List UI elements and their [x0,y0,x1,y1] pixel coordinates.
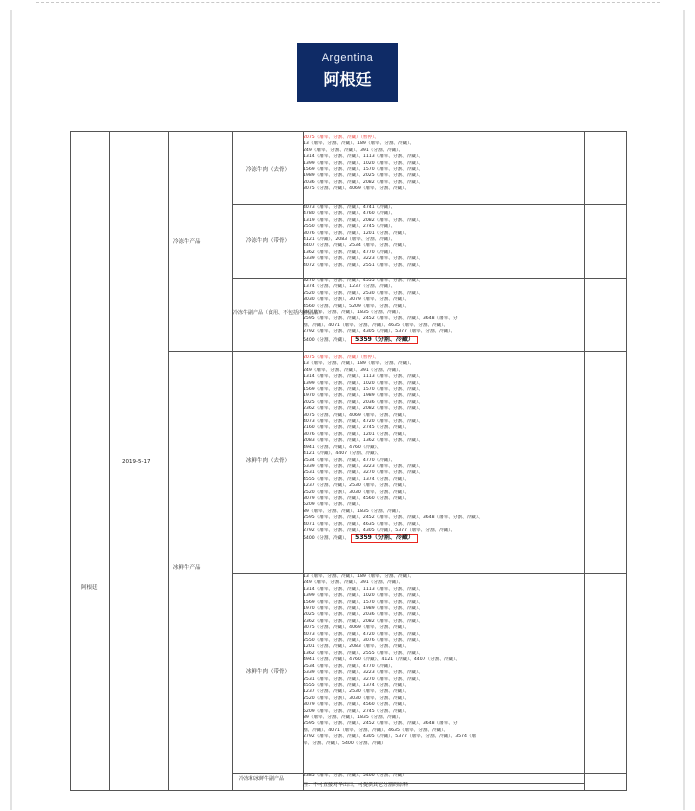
title-en: Argentina [321,52,374,64]
list-item: 2792（屠宰、分割、冷藏）、4305（冷藏）、5377（屠宰、分割、冷藏）、 [303,329,456,335]
list-frozen-offal [303,278,513,344]
category-frozen: 冷冻牛产品 [173,239,201,245]
list-item: 4407（分割、冷藏）、2534（屠宰、分割、冷藏）、 [303,243,410,249]
list-item: 1970（屠宰、分割、冷藏）、1989（屠宰、分割、冷藏）、 [303,393,423,399]
list-item: 1399（屠宰、分割、冷藏）、1020（屠宰、分割、冷藏）、 [303,380,423,386]
list-item: 2534（屠宰、分割、冷藏）、4770（冷藏）、 [303,457,396,463]
list-item: 1399（屠宰、分割、冷藏）、1020（屠宰、分割、冷藏）、 [303,160,423,166]
list-item: 2036（屠宰、分割、冷藏）、2082（屠宰、分割、冷藏）、 [303,179,423,185]
list-item: 2160（屠宰、分割、冷藏）、2745（分割、冷藏）、 [303,425,410,431]
list-item: 2595（屠宰、分割、冷藏）、2452（屠宰、分割、冷藏）、3648（屠宰、分割、冷藏）、 [303,515,483,521]
list-byproducts [303,773,513,789]
list-item: 1319（屠宰、分割、冷藏）、2082（屠宰、分割、冷藏）、 [303,217,423,223]
list-item: 2075（屠宰、分割、冷藏）（暂停）、 [303,135,379,140]
list-item: 13（屠宰、分割、冷藏）、189（屠宰、分割、冷藏）、 [303,141,415,147]
highlighted-establishment: 5359（分割、冷藏） [351,534,418,542]
list-item: 1237（分割、冷藏）、2530（屠宰、分割、冷藏）、 [303,483,410,489]
list-item: 4941（分割、冷藏）、4760（冷藏）、 [303,444,382,450]
list-item: 2362（屠宰、分割、冷藏）、2082（屠宰、分割、冷藏）、 [303,618,423,624]
list-item: 2075（屠宰、分割、冷藏）（暂停）、 [303,355,379,360]
list-item: 89（屠宰、分割、冷藏）、1835（分割、冷藏）、 [303,310,404,316]
list-item: 3075（分割、冷藏）、4069（屠宰、分割、冷藏）、 [303,412,410,418]
list-item-text: 5400（分割、冷藏）、 [303,337,350,343]
list-item: 5339（屠宰、分割、冷藏）、3223（屠宰、分割、冷藏）、 [303,670,423,676]
list-item: 2520（屠宰、分割）、3030（屠宰、分割、冷藏）、 [303,489,410,495]
list-item [303,534,513,542]
list-item-text: 5400（分割、冷藏）、 [303,536,350,542]
list-item: 2550（屠宰、分割、冷藏）、3076（屠宰、分割、冷藏）、 [303,638,423,644]
list-item: 4941（分割、冷藏）、4760（冷藏）、4121（冷藏）、4407（分割、冷藏）、 [303,657,461,663]
list-item: 249（屠宰、分割、冷藏）、391（分割、冷藏）、 [303,147,404,153]
list-item: 3075（分割、冷藏）、4069（屠宰、分割、冷藏）、 [303,625,410,631]
list-item: 89（屠宰、分割、冷藏）、1835（分割、冷藏）、 [303,508,404,514]
list-item: 2595（屠宰、分割、冷藏）、2452（屠宰、分割、冷藏）、3648（屠宰、分 [303,316,458,322]
list-item: 1201（分割、冷藏）、2083（屠宰、分割、冷藏）、 [303,644,410,650]
list-item: 1569（屠宰、分割、冷藏）、1570（屠宰、分割、冷藏）、 [303,167,423,173]
title-cn: 阿根廷 [323,70,372,89]
list-item: 249（屠宰、分割、冷藏）、391（分割、冷藏）、 [303,580,404,586]
country-cell: 阿根廷 [81,585,98,591]
date-cell: 2019-5-17 [122,459,151,465]
list-item: 3079（屠宰、分割、冷藏）、4560（分割、冷藏）、 [303,702,410,708]
list-item: 4555（屠宰、分割、冷藏）、1374（分割、冷藏）、 [303,476,410,482]
list-item: 割、冷藏）、4071（屠宰、分割、冷藏）、4635（屠宰、分割、冷藏）、 [303,727,449,733]
list-item: 3270（屠宰、分割、冷藏）、4555（屠宰、分割、冷藏）、 [303,278,423,283]
list-item: 3076（屠宰、分割、冷藏）、1201（分割、冷藏）、 [303,230,410,236]
list-item: 割、冷藏）、4071（屠宰、分割、冷藏）、4635（屠宰、分割、冷藏）、 [303,322,449,328]
list-item: 1569（屠宰、分割、冷藏）、1570（屠宰、分割、冷藏）、 [303,599,423,605]
list-item [303,336,513,344]
list-frozen-bonein [303,205,513,269]
list-item: 5339（屠宰、分割、冷藏）、3223（屠宰、分割、冷藏）、 [303,256,423,262]
list-item: 4073（屠宰、分割、冷藏）、4720（屠宰、分割、冷藏）、 [303,419,423,425]
list-item: 4121（冷藏）、4407（分割、冷藏）、 [303,451,382,457]
product-frozen-offal: 冷冻牛副产品（食用、不包括内脏副品） [233,310,324,316]
list-item: 2792（屠宰、分割、冷藏）、4305（冷藏）、5377（屠宰、分割、冷藏）、 [303,527,456,533]
list-item: 4073（屠宰、分割、冷藏）、4741（冷藏）、 [303,205,396,210]
list-item: 1362（屠宰、分割、冷藏）、2555（屠宰、分割、冷藏）、 [303,650,423,656]
list-item: 2520（屠宰、分割、冷藏）、2530（屠宰、分割、冷藏）、 [303,290,423,296]
list-item: 1399（屠宰、分割、冷藏）、1020（屠宰、分割、冷藏）、 [303,593,423,599]
list-item: 4072（屠宰、分割、冷藏）、2551（屠宰、分割、冷藏）、 [303,262,423,268]
product-chilled-boneless: 冰鲜牛肉（去骨） [246,458,291,464]
list-item: 249（屠宰、分割、冷藏）、391（分割、冷藏）、 [303,367,404,373]
list-item: 3030（屠宰、分割）、3079（屠宰、分割、冷藏）、 [303,297,410,303]
list-item: 3079（屠宰、分割、冷藏）、4560（分割、冷藏）、 [303,495,410,501]
list-item: 2534（屠宰、分割、冷藏）、4770（冷藏）、 [303,663,396,669]
list-item: 1237（分割、冷藏）、2530（屠宰、分割、冷藏）、 [303,689,410,695]
list-item: 4121（冷藏）、2083（屠宰、分割、冷藏）、 [303,237,396,243]
list-item: 2025（屠宰、分割、冷藏）、2036（屠宰、分割、冷藏）、 [303,399,423,405]
list-item: 2595（屠宰、分割、冷藏）、2452（屠宰、分割、冷藏）、3648（屠宰、分 [303,721,458,727]
list-item: 3075（分割、冷藏）、4069（屠宰、分割、冷藏）、 [303,186,410,192]
list-item: 4780（屠宰、分割、冷藏）、4760（冷藏）、 [303,211,396,217]
list-item: 13（屠宰、分割、冷藏）、189（屠宰、分割、冷藏）、 [303,574,415,579]
list-item: 13（屠宰、分割、冷藏）、189（屠宰、分割、冷藏）、 [303,361,415,367]
list-item: 1314（屠宰、分割、冷藏）、1113（屠宰、分割、冷藏）、 [303,154,423,160]
right-border [683,10,685,810]
list-item: 3076（屠宰、分割、冷藏）、1201（分割、冷藏）、 [303,431,410,437]
list-item: 1970（屠宰、分割、冷藏）、1989（屠宰、分割、冷藏）、 [303,606,423,612]
list-chilled-bonein [303,574,513,747]
highlighted-establishment: 5359（分割、冷藏） [351,336,418,344]
product-frozen-boneless: 冷冻牛肉（去骨） [246,167,291,173]
list-item: 2025（屠宰、分割、冷藏）、2036（屠宰、分割、冷藏）、 [303,612,423,618]
list-item: 1362（屠宰、分割、冷藏）、4770（冷藏）、 [303,249,396,255]
list-item: 2520（屠宰、分割）、3030（屠宰、分割、冷藏）、 [303,695,410,701]
list-item: 2362（屠宰、分割、冷藏）、2082（屠宰、分割、冷藏）、 [303,406,423,412]
country-title-badge [297,43,398,102]
list-item: 2385（屠宰、分割、冷藏）、5400（分割、冷藏） [303,773,407,778]
list-item: 5339（屠宰、分割、冷藏）、3223（屠宰、分割、冷藏）、 [303,463,423,469]
product-chilled-bonein: 冰鲜牛肉（带骨） [246,669,291,675]
list-item: 宰、分割、冷藏）、5400（分割、冷藏） [303,740,386,746]
list-item: 1989（屠宰、分割、冷藏）、2025（屠宰、分割、冷藏）、 [303,173,423,179]
list-item: 4071（屠宰、分割、冷藏）、4635（屠宰、分割、冷藏）、 [303,521,423,527]
list-item: 5209（屠宰、分割、冷藏）、 [303,502,363,508]
top-dashed-divider [36,2,660,3]
list-item: 4073（屠宰、分割、冷藏）、4720（屠宰、分割、冷藏）、 [303,631,423,637]
category-chilled: 冰鲜牛产品 [173,565,201,571]
list-item: 1314（屠宰、分割、冷藏）、1113（屠宰、分割、冷藏）、 [303,586,423,592]
product-byproducts: 冷冻和冰鲜牛副产品 [239,776,285,782]
list-item: 2083（屠宰、分割、冷藏）、1362（屠宰、分割、冷藏）、 [303,438,423,444]
list-item: 89（屠宰、分割、冷藏）、1835（分割、冷藏）、 [303,714,404,720]
list-item: 4560（分割、冷藏）、5209（屠宰、分割、冷藏）、 [303,303,410,309]
left-border [10,10,12,810]
list-item: 1374（分割、冷藏）、1237（分割、冷藏）、 [303,284,396,290]
list-item: 1569（屠宰、分割、冷藏）、1570（屠宰、分割、冷藏）、 [303,387,423,393]
list-item: 4555（屠宰、分割、冷藏）、1374（分割、冷藏）、 [303,682,410,688]
list-chilled-boneless [303,355,513,543]
list-frozen-boneless [303,135,513,193]
list-item: 1314（屠宰、分割、冷藏）、1113（屠宰、分割、冷藏）、 [303,374,423,380]
list-item: 2531（屠宰、分割、冷藏）、3270（屠宰、分割、冷藏）、 [303,676,423,682]
list-item: 5209（屠宰、分割、冷藏）、2745（分割、冷藏）、 [303,708,410,714]
footnote: 注：不可直接对华出口，可提供其它分割的原料 [303,782,409,789]
product-frozen-bonein: 冷冻牛肉（带骨） [246,238,291,244]
list-item: 2792（屠宰、分割、冷藏）、4305（冷藏）、5377（屠宰、分割、冷藏）、3574（屠 [303,734,477,740]
list-item: 2531（屠宰、分割、冷藏）、3270（屠宰、分割、冷藏）、 [303,470,423,476]
list-item: 2550（屠宰、分割、冷藏）、2745（冷藏）、 [303,224,396,230]
